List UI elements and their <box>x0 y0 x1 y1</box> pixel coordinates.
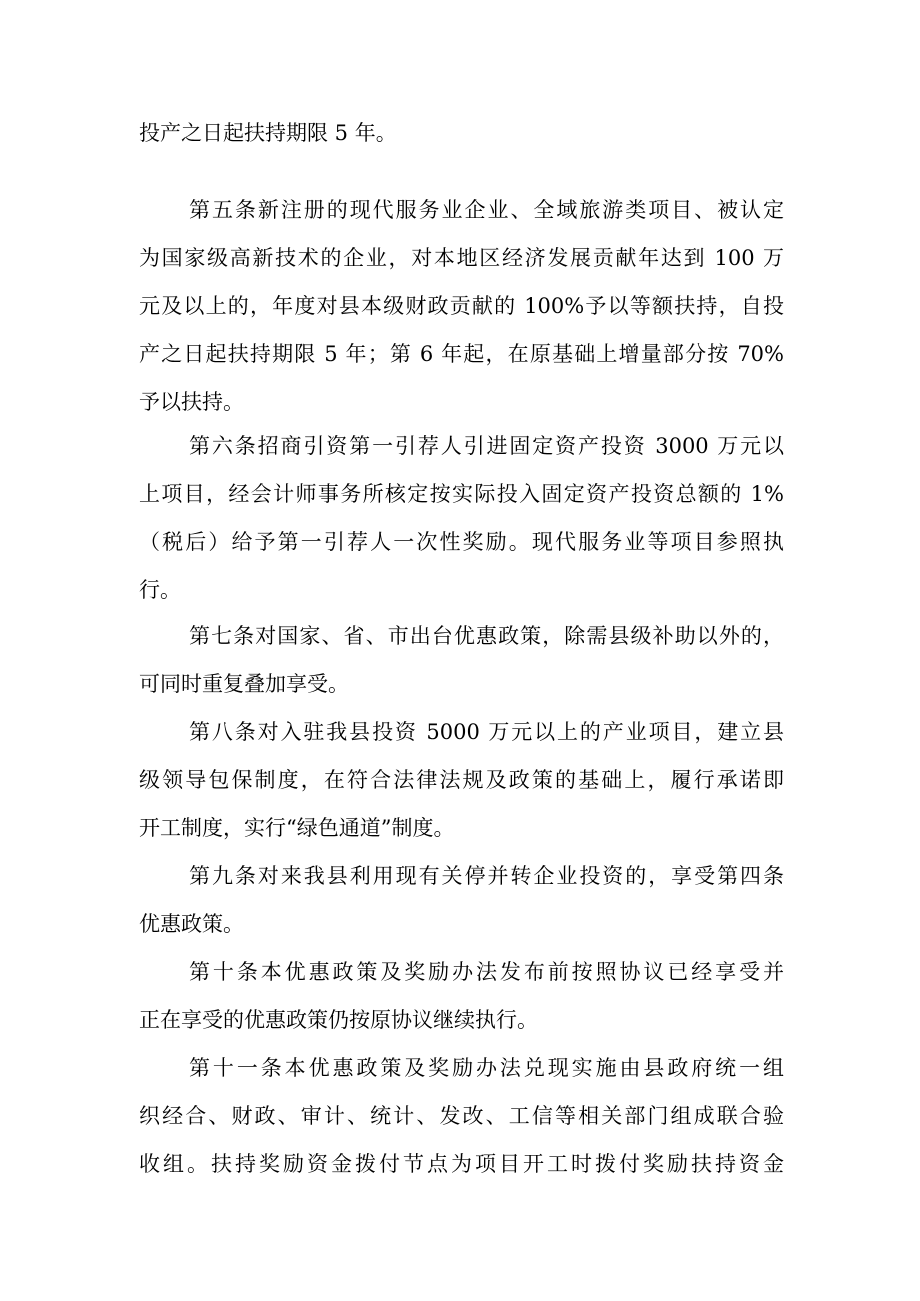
article-10-line: 第十条本优惠政策及奖励办法发布前按照协议已经享受并 <box>189 960 784 984</box>
text-line: 织经合、财政、审计、统计、发改、工信等相关部门组成联合验 <box>139 1104 784 1128</box>
text-line: 元及以上的，年度对县本级财政贡献的 100%予以等额扶持，自投 <box>139 294 784 318</box>
text-line: 予以扶持。 <box>139 390 244 414</box>
text-line: 产之日起扶持期限 5 年；第 6 年起，在原基础上增量部分按 70% <box>139 342 784 366</box>
text-line: 行。 <box>139 578 181 602</box>
article-7-line: 第七条对国家、省、市出台优惠政策，除需县级补助以外的， <box>189 624 784 648</box>
text-line: 收组。扶持奖励资金拨付节点为项目开工时拨付奖励扶持资金 <box>139 1152 784 1176</box>
article-11-line: 第十一条本优惠政策及奖励办法兑现实施由县政府统一组 <box>189 1056 784 1080</box>
article-5-line: 第五条新注册的现代服务业企业、全域旅游类项目、被认定 <box>189 198 784 222</box>
text-line: （税后）给予第一引荐人一次性奖励。现代服务业等项目参照执 <box>139 530 784 554</box>
text-line: 级领导包保制度，在符合法律法规及政策的基础上，履行承诺即 <box>139 768 784 792</box>
text-line: 优惠政策。 <box>139 912 244 936</box>
text-line: 上项目，经会计师事务所核定按实际投入固定资产投资总额的 1% <box>139 482 784 506</box>
text-line: 投产之日起扶持期限 5 年。 <box>139 121 397 145</box>
text-line: 开工制度，实行“绿色通道”制度。 <box>139 816 455 840</box>
text-line: 为国家级高新技术的企业，对本地区经济发展贡献年达到 100 万 <box>139 246 784 270</box>
article-9-line: 第九条对来我县利用现有关停并转企业投资的，享受第四条 <box>189 864 784 888</box>
text-line: 正在享受的优惠政策仍按原协议继续执行。 <box>139 1008 538 1032</box>
article-8-line: 第八条对入驻我县投资 5000 万元以上的产业项目，建立县 <box>189 720 784 744</box>
article-6-line: 第六条招商引资第一引荐人引进固定资产投资 3000 万元以 <box>189 434 784 458</box>
text-line: 可同时重复叠加享受。 <box>139 672 349 696</box>
